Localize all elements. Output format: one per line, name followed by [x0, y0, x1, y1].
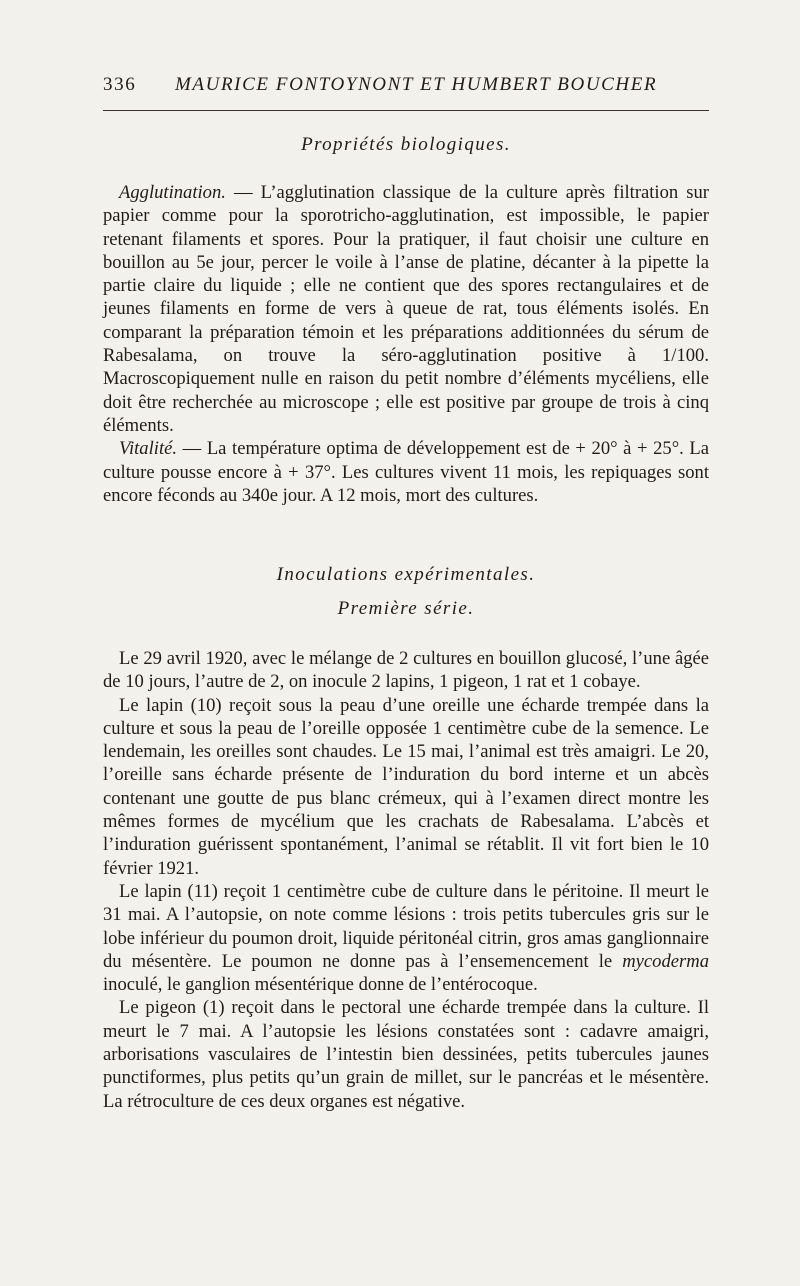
term-agglutination: Agglutination.	[119, 182, 226, 203]
first-series-text	[103, 647, 709, 1113]
section-heading-biological-properties: Propriétés biologiques.	[301, 134, 511, 155]
paragraph-agglutination: Agglutination. — L’agglutination classique de la culture après filtration sur papier comme pour la sporotricho-agglutination, est impossible, le papier retenant filaments et spores. Pour la pratiquer, il faut choisir une culture en bouillon au 5e jour, percer le voile à l’anse de platine, décanter à la pipette la partie claire du liquide ; elle ne contient que des spores rectangulaires et de jeunes filaments en forme de vers à queue de rat, tous éléments isolés. En comparant la préparation témoin et les préparations additionnées du sérum de Rabesalama, on trouve la séro-agglutination positive à 1/100. Macroscopiquement nulle en raison du petit nombre d’éléments mycéliens, elle doit être recherchée au microscope ; elle est positive par groupe de trois à cinq éléments.	[103, 182, 709, 436]
paragraph-vitality: Vitalité. — La température optima de développement est de + 20° à + 25°. La culture pousse encore à + 37°. Les cultures vivent 11 mois, les repiquages sont encore féconds au 340e jour. A 12 mois, mort des cultures.	[103, 438, 709, 506]
header-rule	[103, 110, 709, 111]
section-heading-experimental-inoculations: Inoculations expérimentales.	[276, 564, 536, 585]
term-mycoderma: mycoderma	[622, 950, 709, 972]
paragraph-inoculation-setup: Le 29 avril 1920, avec le mélange de 2 cultures en bouillon glucosé, l’une âgée de 10 jours, l’autre de 2, on inocule 2 lapins, 1 pigeon, 1 rat et 1 cobaye.	[103, 648, 709, 693]
page-number: 336	[103, 74, 137, 95]
paragraph-rabbit-11: Le lapin (11) reçoit 1 centimètre cube de culture dans le péritoine. Il meurt le 31 mai. A l’autopsie, on note comme lésions : trois petits tubercules gris sur le lobe inférieur du poumon droit, liquide péritonéal citrin, gros amas ganglionnaire du mésentère. Le poumon ne donne pas à l’ensemencement le mycoderma inoculé, le ganglion mésentérique donne de l’entérocoque.	[103, 880, 709, 996]
running-title: MAURICE FONTOYNONT ET HUMBERT BOUCHER	[175, 74, 658, 95]
running-header	[103, 74, 705, 102]
subheading-first-series: Première série.	[337, 598, 475, 619]
paragraph-rabbit-10: Le lapin (10) reçoit sous la peau d’une oreille une écharde trempée dans la culture et sous la peau de l’oreille opposée 1 centimètre cube de la semence. Le lendemain, les oreilles sont chaudes. Le 15 mai, l’animal est très amaigri. Le 20, l’oreille sans écharde présente de l’induration du bord interne et un abcès contenant une goutte de pus blanc crémeux, qui à l’examen direct montre les mêmes formes de mycélium que les crachats de Rabesalama. L’abcès et l’induration guérissent spontanément, l’animal se rétablit. Il vit fort bien le 10 février 1921.	[103, 694, 709, 879]
term-vitality: Vitalité.	[119, 438, 178, 460]
paragraph-pigeon-1: Le pigeon (1) reçoit dans le pectoral une écharde trempée dans la culture. Il meurt le 7 mai. A l’autopsie les lésions constatées sont : cadavre amaigri, arborisations vasculaires de l’intestin bien dessinées, petits tubercules jaunes punctiformes, plus petits qu’un grain de millet, sur le pancréas et le mésentère. La rétroculture de ces deux organes est négative.	[103, 997, 709, 1112]
biological-properties-text	[103, 181, 709, 507]
